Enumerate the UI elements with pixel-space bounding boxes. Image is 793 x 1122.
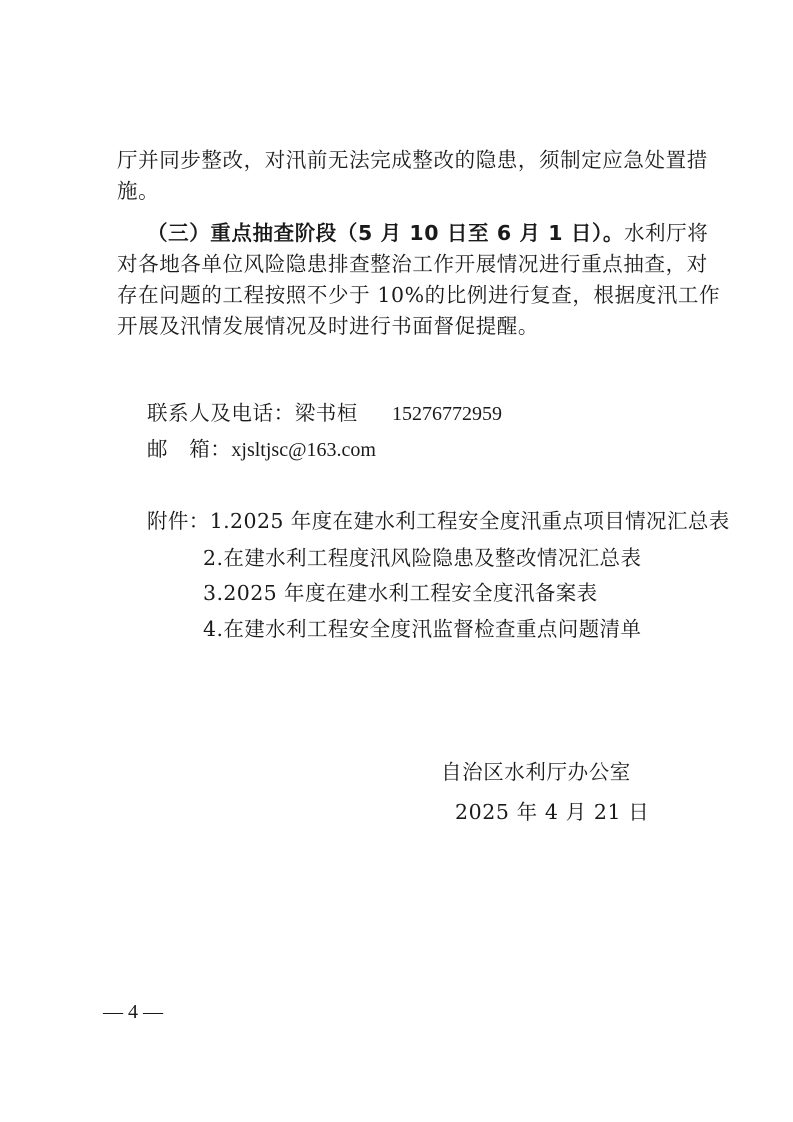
contact-email-line bbox=[147, 434, 376, 466]
contact-email-label: 邮 箱： bbox=[147, 437, 232, 461]
stage-three-heading-tail: 水利厅将 bbox=[623, 221, 709, 245]
paragraph-line: 厅并同步整改，对汛前无法完成整改的隐患，须制定应急处置措 bbox=[117, 148, 708, 172]
stage-three-paragraph bbox=[117, 218, 721, 342]
contact-email-address: xjsltjsc@163.com bbox=[231, 439, 376, 461]
page-number: — 4 — bbox=[103, 1001, 163, 1023]
attachment-item: 2.在建水利工程度汛风险隐患及整改情况汇总表 bbox=[203, 546, 642, 570]
attachment-item: 1.2025 年度在建水利工程安全度汛重点项目情况汇总表 bbox=[209, 509, 730, 533]
attachment-first-line bbox=[147, 506, 730, 537]
contact-phone-line bbox=[147, 398, 502, 430]
continued-paragraph bbox=[117, 145, 708, 207]
signature-date: 2025 年 4 月 21 日 bbox=[455, 800, 650, 824]
attachments-label: 附件： bbox=[147, 509, 210, 533]
paragraph-line: 存在问题的工程按照不少于 10%的比例进行复查，根据度汛工作 bbox=[117, 283, 721, 307]
attachment-item: 4.在建水利工程安全度汛监督检查重点问题清单 bbox=[203, 617, 642, 641]
contact-person: 梁书桓 bbox=[294, 401, 359, 425]
contact-phone-number: 15276772959 bbox=[392, 403, 503, 425]
attachment-item: 3.2025 年度在建水利工程安全度汛备案表 bbox=[203, 581, 598, 605]
paragraph-line: 开展及汛情发展情况及时进行书面督促提醒。 bbox=[117, 314, 539, 338]
stage-three-heading: （三）重点抽查阶段（5 月 10 日至 6 月 1 日）。 bbox=[147, 221, 624, 245]
stage-three-first-line bbox=[117, 218, 709, 249]
signature-office: 自治区水利厅办公室 bbox=[441, 760, 631, 784]
contact-phone-label: 联系人及电话： bbox=[147, 401, 295, 425]
paragraph-line: 对各地各单位风险隐患排查整治工作开展情况进行重点抽查，对 bbox=[117, 252, 708, 276]
paragraph-line: 施。 bbox=[117, 179, 160, 203]
